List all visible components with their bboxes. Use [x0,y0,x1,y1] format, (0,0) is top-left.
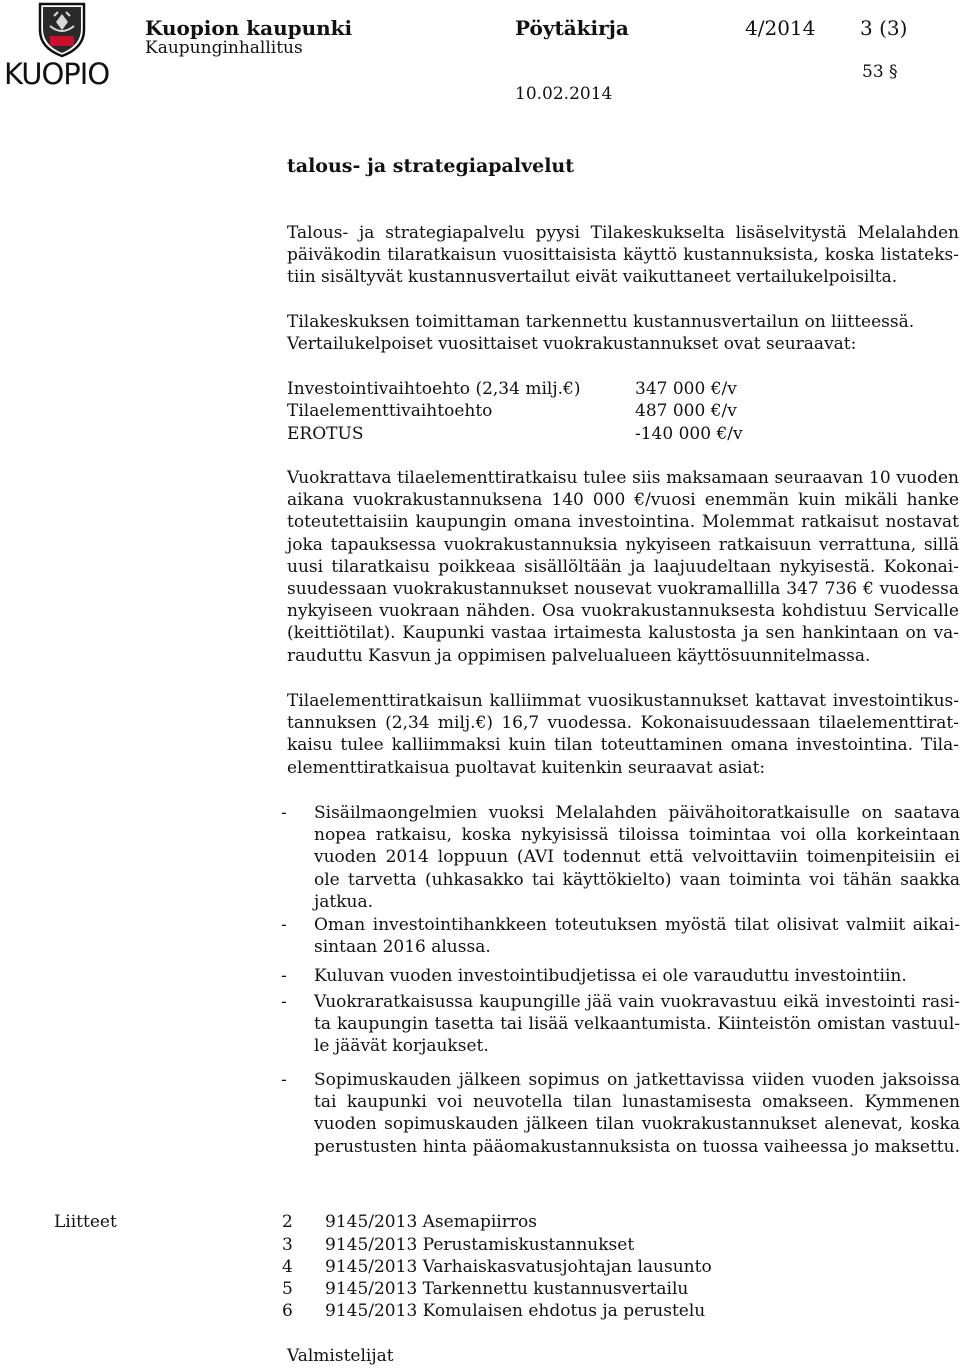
row-label: Investointivaihtoehto (2,34 milj.€) [287,379,581,399]
list-item-line: le jäävät korjaukset. [314,1036,489,1057]
paragraph-line: nykyiseen vuokraan nähden. Osa vuokrakustannuksesta kohdistuu Servicalle [287,601,959,622]
attachment-title: 9145/2013 Varhaiskasvatusjohtajan lausunto [325,1257,712,1277]
attachment-item [282,1211,882,1233]
list-item-line: Sisäilmaongelmien vuoksi Melalahden päivähoitoratkaisulle on saatava [314,803,960,823]
doc-number: 4/2014 [745,16,816,40]
row-value: 487 000 €/v [635,401,737,421]
list-item-line: Kuluvan vuoden investointibudjetissa ei ole varauduttu investointiin. [314,966,907,986]
logo-wordmark: KUOPIO [4,57,110,91]
paragraph-line: aikana vuokrakustannuksena 140 000 €/vuosi enemmän kuin mikäli hanke [287,490,959,511]
paragraph-line: elementtiratkaisua puoltavat kuitenkin seuraavat asiat: [287,757,766,778]
org-body: Kaupunginhallitus [145,38,303,58]
paragraph-line: toteutettaisiin kaupungin omana investointina. Molemmat ratkaisut nostavat [287,512,959,533]
list-item-line: Sopimuskauden jälkeen sopimus on jatkettavissa viiden vuoden jaksoissa [314,1070,960,1090]
meeting-date: 10.02.2014 [515,84,613,104]
paragraph-line: tannuksen (2,34 milj.€) 16,7 vuodessa. Kokonaisuudessaan tilaelementtirat- [287,713,959,734]
attachment-number: 6 [282,1301,293,1321]
attachment-number: 3 [282,1235,293,1255]
bullet-dash: - [281,803,287,823]
paragraph-1 [287,222,959,289]
paragraph-line: tiin sisältyvät kustannusvertailut eivät vaikuttaneet vertailukelpoisilta. [287,267,898,288]
attachments-label: Liitteet [54,1212,117,1232]
preparers-label: Valmistelijat [287,1346,394,1366]
section-heading: talous- ja strategiapalvelut [287,155,575,177]
section-number: 53 § [862,62,898,82]
attachment-title: 9145/2013 Komulaisen ehdotus ja perustelu [325,1301,706,1321]
list-item-line: Oman investointihankkeen toteutuksen myöstä tilat olisivat valmiit aikai- [314,915,960,935]
paragraph-2 [287,311,959,355]
list-item-line: ole tarvetta (uhkasakko tai käyttökielto) vaan toiminta voi tähän saakka [314,869,960,890]
table-row [287,423,887,445]
bullet-dash: - [281,966,287,986]
attachment-number: 4 [282,1257,293,1277]
list-item-line: vuoden 2014 loppuun (AVI todennut että velvoittaviin toimenpiteisiin ei [314,847,960,868]
paragraph-line: joka tapauksessa vuokrakustannuksia nykyiseen ratkaisuun verrattuna, sillä [287,534,959,555]
attachment-number: 2 [282,1212,293,1232]
row-value: -140 000 €/v [635,424,743,444]
attachment-item [282,1300,882,1322]
row-label: Tilaelementtivaihtoehto [287,401,493,421]
row-label: EROTUS [287,424,364,444]
row-value: 347 000 €/v [635,379,737,399]
paragraph-line: Talous- ja strategiapalvelu pyysi Tilakeskukselta lisäselvitystä Melalahden [287,223,959,243]
page-number: 3 (3) [860,16,908,40]
doc-type: Pöytäkirja [515,16,629,40]
attachment-item [282,1234,882,1256]
bullet-dash: - [281,1070,287,1090]
attachment-title: 9145/2013 Tarkennettu kustannusvertailu [325,1279,689,1299]
coat-of-arms-icon [32,2,92,58]
paragraph-line: uusi tilaratkaisu poikkeaa sisällöltään ja laajuudeltaan nykyisestä. Kokonai- [287,556,959,577]
attachment-number: 5 [282,1279,293,1299]
paragraph-line: Tilakeskuksen toimittaman tarkennettu kustannusvertailun on liitteessä. [287,312,915,332]
paragraph-line: Vuokrattava tilaelementtiratkaisu tulee siis maksamaan seuraavan 10 vuoden [287,468,959,488]
list-item-line: perustusten hinta pääomakustannuksista on tuossa vaiheessa jo maksettu. [314,1136,960,1157]
list-item-line: ta kaupungin tasetta tai lisää velkaantumista. Kiinteistön omistan vastuul- [314,1014,960,1035]
org-name: Kuopion kaupunki [145,16,353,40]
attachment-item [282,1256,882,1278]
table-row [287,378,887,400]
paragraph-line: päiväkodin tilaratkaisun vuosittaisista käyttö kustannuksista, koska listateks- [287,245,959,266]
paragraph-line: Vertailukelpoiset vuosittaiset vuokrakustannukset ovat seuraavat: [287,334,857,355]
paragraph-line: rauduttu Kasvun ja oppimisen palvelualueen käyttösuunnitelmassa. [287,645,871,666]
list-item-line: Vuokraratkaisussa kaupungille jää vain vuokravastuu eikä investointi rasi- [314,992,960,1012]
paragraph-3 [287,467,959,667]
list-item-line: vuoden sopimuskauden jälkeen tilan vuokrakustannukset alenevat, koska [314,1114,960,1135]
paragraph-4 [287,690,959,779]
list-item-line: sintaan 2016 alussa. [314,937,491,958]
paragraph-line: kaisu tulee kalliimmaksi kuin tilan toteuttaminen omana investointina. Tila- [287,735,959,756]
bullet-dash: - [281,915,287,935]
list-item-line: tai kaupunki voi neuvotella tilan lunastamisesta omakseen. Kymmenen [314,1092,960,1113]
bullet-dash: - [281,992,287,1012]
attachment-title: 9145/2013 Asemapiirros [325,1212,537,1232]
kuopio-logo [4,2,110,94]
attachment-item [282,1278,882,1300]
paragraph-line: suudessaan vuokrakustannukset nousevat vuokramallilla 347 736 € vuodessa [287,579,959,600]
paragraph-line: Tilaelementtiratkaisun kalliimmat vuosikustannukset kattavat investointikus- [287,691,959,711]
attachment-title: 9145/2013 Perustamiskustannukset [325,1235,635,1255]
table-row [287,400,887,422]
list-item-line: jatkua. [314,891,374,912]
list-item-line: nopea ratkaisu, koska nykyisissä tiloissa toimintaa voi olla korkeintaan [314,825,960,846]
paragraph-line: (keittiötilat). Kaupunki vastaa irtaimesta kalustosta ja sen hankintaan on va- [287,623,959,644]
